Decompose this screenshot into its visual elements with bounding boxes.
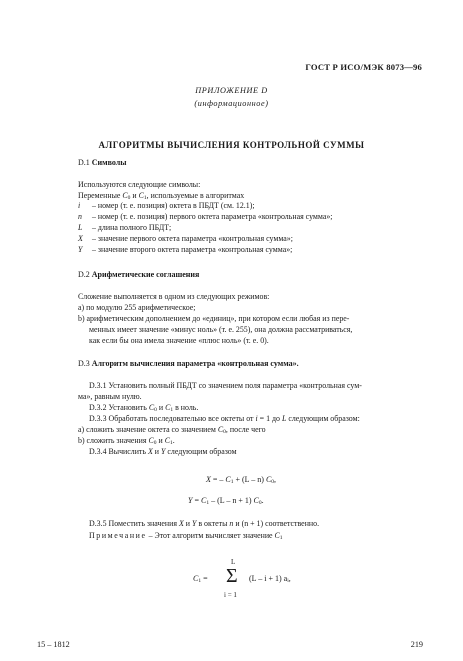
text-fragment: и [235, 519, 240, 528]
formula-y [188, 496, 264, 506]
subscript: 0 [154, 407, 157, 413]
text-fragment: = – [212, 475, 224, 484]
text-fragment: и [158, 403, 164, 412]
var-c: C [253, 496, 259, 505]
text-fragment: + (L – n) [235, 475, 264, 484]
sum-lhs [193, 574, 208, 584]
subscript: 1 [169, 440, 173, 446]
var-c: C [217, 425, 224, 434]
subscript: 1 [170, 407, 174, 413]
sum-body [249, 574, 291, 584]
text-fragment: , используемые в алгоритмах [146, 191, 245, 200]
section-number: D.2 [78, 270, 90, 279]
subscript: 0 [223, 429, 226, 435]
sum-sign: Σ [226, 565, 238, 587]
subscript: 1 [279, 535, 283, 541]
d3-1-line: D.3.1 Установить полный ПБДТ со значением поля параметра «контрольная сум- [89, 381, 362, 390]
subscript: 0 [153, 440, 157, 446]
subscript: 1 [198, 578, 202, 584]
symbol-row [78, 234, 293, 244]
symbol-desc: – длина полного ПБДТ; [92, 223, 172, 232]
subscript: 0 [258, 500, 262, 506]
footer-left: 15 – 1812 [37, 640, 70, 649]
text-fragment: и [158, 436, 163, 445]
section-d3-heading [78, 359, 299, 368]
text-fragment: , после чего [225, 425, 266, 434]
section-number: D.3 [78, 359, 90, 368]
d2-item-b-cont: менных имеет значение «минус ноль» (т. е. 255), она должна рассматриваться, [89, 325, 353, 334]
text-fragment: и [132, 191, 137, 200]
d3-1-cont: ма», равным нулю. [78, 392, 142, 401]
symbol-row [78, 223, 171, 233]
var-c: C [122, 191, 128, 200]
text-fragment: . [261, 496, 264, 505]
symbol-row [78, 201, 255, 211]
var-y: Y [191, 519, 197, 528]
symbol-row [78, 212, 332, 222]
text-fragment: (L – i + 1) a [249, 574, 288, 583]
subscript: 1 [230, 479, 234, 485]
d3-5-line [89, 519, 319, 529]
d2-item-a: a) по модулю 255 арифметическое; [78, 303, 196, 312]
section-heading: Арифметические соглашения [91, 270, 200, 279]
note-line [89, 531, 283, 543]
text-fragment: , [274, 475, 277, 484]
text-fragment: и [154, 447, 160, 456]
text-fragment: a) сложить значение октета со значением [78, 425, 216, 434]
d2-item-b-cont: как если бы она имела значение «плюс ноль» (т. е. 0). [89, 336, 269, 345]
appendix-title: ПРИЛОЖЕНИЕ D [195, 86, 268, 95]
var-c: C [225, 475, 231, 484]
var-c: C [148, 403, 155, 412]
var-c: C [164, 436, 170, 445]
symbol-desc: – значение первого октета параметра «контрольная сумма»; [92, 234, 293, 243]
text-fragment: , [288, 574, 291, 583]
var-c: C [165, 403, 171, 412]
var-y: Y [161, 447, 166, 456]
note-text: – Этот алгоритм вычисляет значение [148, 531, 273, 540]
text-fragment: = [194, 496, 199, 505]
var-n: n [229, 519, 234, 528]
text-fragment: b) сложить значения [78, 436, 147, 445]
var-x: X [147, 447, 153, 456]
subscript: 1 [206, 500, 210, 506]
symbol: Y [78, 245, 83, 254]
note-label: Примечание [89, 531, 147, 540]
d3-4-line [89, 447, 237, 457]
var-x: X [206, 475, 211, 484]
var-y: Y [188, 496, 193, 505]
equals-sign: = [203, 574, 208, 583]
main-title: АЛГОРИТМЫ ВЫЧИСЛЕНИЯ КОНТРОЛЬНОЙ СУММЫ [98, 140, 365, 150]
subscript: 1 [143, 195, 147, 201]
var-c: C [265, 475, 272, 484]
var-c: C [148, 436, 154, 445]
text-fragment: D.3.5 Поместить значения [89, 519, 177, 528]
text-fragment: следующим образом [167, 447, 237, 456]
d3-3-line [89, 414, 360, 424]
sum-upper-limit: L [231, 558, 236, 566]
d1-intro: Используются следующие символы: [78, 180, 201, 189]
symbol-desc: – значение второго октета параметра «контрольная сумма»; [92, 245, 293, 254]
var-x: X [178, 519, 184, 528]
symbol: X [78, 234, 83, 243]
appendix-subtitle: (информационное) [194, 99, 269, 108]
var-c: C [274, 531, 280, 540]
text-fragment: D.3.4 Вычислить [89, 447, 146, 456]
section-heading: Символы [91, 158, 127, 167]
section-heading: Алгоритм вычисления параметра «контрольная сумма». [91, 359, 299, 368]
text-fragment: следующим образом: [288, 414, 360, 423]
symbol-desc: – номер (т. е. позиция) первого октета параметра «контрольная сумма»; [92, 212, 333, 221]
text-fragment: (n + 1) соответственно. [241, 519, 320, 528]
text-fragment: и [185, 519, 190, 528]
section-d2-heading [78, 270, 199, 279]
sum-lower-limit: i = 1 [224, 591, 237, 599]
var-c: C [193, 574, 199, 583]
text-fragment: D.3.2 Установить [89, 403, 147, 412]
symbol: L [78, 223, 83, 232]
page-number: 219 [410, 640, 423, 649]
var-c: C [200, 496, 207, 505]
symbol: i [78, 201, 81, 210]
var-c: C [138, 191, 144, 200]
var-l: L [281, 414, 287, 423]
text-fragment: . [172, 436, 175, 445]
d2-intro: Сложение выполняется в одном из следующих режимов: [78, 292, 270, 301]
var-i: i [255, 414, 258, 423]
text-fragment: D.3.3 Обработать последовательно все октеты от [89, 414, 254, 423]
standard-header: ГОСТ Р ИСО/МЭК 8073—96 [305, 62, 422, 72]
formula-x [206, 475, 276, 485]
subscript: i [287, 578, 289, 584]
subscript: 0 [127, 195, 131, 201]
section-d1-heading [78, 158, 127, 167]
symbol-row [78, 245, 292, 255]
text-fragment: – (L – n + 1) [211, 496, 252, 505]
text-fragment: в октеты [198, 519, 228, 528]
symbol-desc: – номер (т. е. позиция) октета в ПБДТ (см. 12.1); [92, 201, 255, 210]
section-number: D.1 [78, 158, 90, 167]
subscript: 0 [271, 479, 275, 485]
symbol: n [78, 212, 82, 221]
text-fragment: = 1 до [259, 414, 280, 423]
text-fragment: Переменные [78, 191, 121, 200]
text-fragment: в ноль. [175, 403, 199, 412]
d2-item-b: b) арифметическим дополнением до «единиц», при котором если любая из пере- [78, 314, 350, 323]
